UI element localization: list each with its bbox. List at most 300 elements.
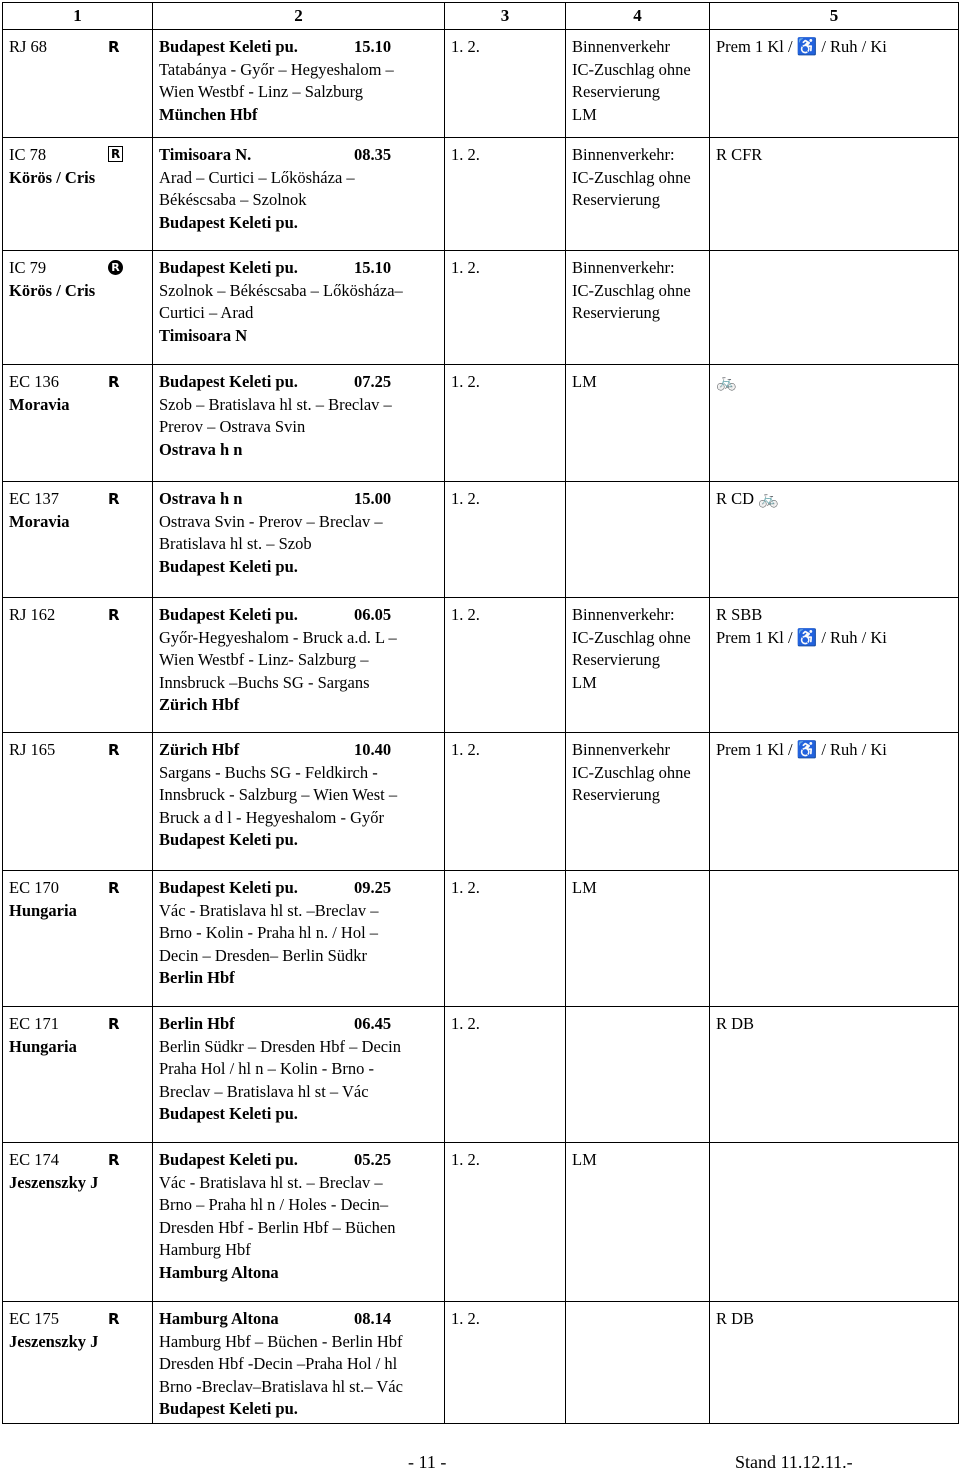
classes: 1. 2. bbox=[451, 740, 480, 759]
info bbox=[710, 1143, 958, 1149]
station-text: Breclav – Bratislava hl st – Vác bbox=[159, 1081, 369, 1101]
route-cell bbox=[153, 871, 445, 1007]
info-line: R SBB bbox=[716, 605, 763, 624]
route-cell bbox=[153, 251, 445, 365]
notes-cell bbox=[566, 482, 710, 598]
train-number: EC 174 bbox=[9, 1150, 59, 1169]
classes: 1. 2. bbox=[451, 258, 480, 277]
station-text: Budapest Keleti pu. bbox=[159, 878, 298, 897]
notes-cell bbox=[566, 1302, 710, 1424]
note-line: Binnenverkehr: bbox=[572, 258, 675, 277]
notes bbox=[566, 30, 709, 126]
train-info bbox=[3, 1302, 152, 1353]
table-row bbox=[3, 30, 959, 138]
notes bbox=[566, 1302, 709, 1308]
reservation-mark-icon: R bbox=[108, 146, 123, 162]
header-row bbox=[3, 3, 959, 30]
station-text: Bruck a d l - Hegyeshalom - Győr bbox=[159, 807, 384, 827]
notes bbox=[566, 482, 709, 488]
train-number: EC 175 bbox=[9, 1309, 59, 1328]
info bbox=[710, 1302, 958, 1331]
route-line bbox=[159, 1149, 438, 1172]
route-cell bbox=[153, 598, 445, 733]
station-text: Zürich Hbf bbox=[159, 695, 240, 714]
info-cell bbox=[710, 251, 959, 365]
col-header-1: 1 bbox=[3, 3, 153, 30]
note-line: LM bbox=[572, 878, 597, 897]
station-text: Ostrava Svin - Prerov – Breclav – bbox=[159, 511, 383, 531]
info bbox=[710, 1007, 958, 1036]
col-header-3: 3 bbox=[445, 3, 566, 30]
info-cell bbox=[710, 733, 959, 871]
route-line bbox=[159, 416, 438, 439]
route-line bbox=[159, 1013, 438, 1036]
station-text: Dresden Hbf - Berlin Hbf – Büchen bbox=[159, 1217, 396, 1237]
train-info bbox=[3, 138, 152, 189]
reservation-mark-icon: R bbox=[108, 879, 120, 897]
note-line: IC-Zuschlag ohne bbox=[572, 627, 691, 647]
train-number: EC 171 bbox=[9, 1014, 59, 1033]
col-header-5: 5 bbox=[710, 3, 959, 30]
note-line: Binnenverkehr: bbox=[572, 145, 675, 164]
info-cell bbox=[710, 871, 959, 1007]
route bbox=[153, 733, 444, 852]
reservation-mark-icon: R bbox=[108, 260, 123, 275]
train-info bbox=[3, 30, 152, 59]
route-line bbox=[159, 1081, 438, 1104]
notes bbox=[566, 1143, 709, 1172]
info bbox=[710, 138, 958, 167]
info-cell bbox=[710, 482, 959, 598]
station-text: Sargans - Buchs SG - Feldkirch - bbox=[159, 762, 378, 782]
station-text: Vác - Bratislava hl st. – Breclav – bbox=[159, 1172, 383, 1192]
notes-cell bbox=[566, 138, 710, 251]
departure-time: 06.45 bbox=[354, 1014, 392, 1033]
note-line: IC-Zuschlag ohne bbox=[572, 59, 691, 79]
info-line: Prem 1 Kl / ♿ / Ruh / Ki bbox=[716, 627, 887, 647]
note-line: LM bbox=[572, 672, 597, 692]
route-line bbox=[159, 1262, 438, 1285]
train-info bbox=[3, 482, 152, 533]
info-line: Prem 1 Kl / ♿ / Ruh / Ki bbox=[716, 37, 887, 56]
info-line-with-bike-icon: 🚲 bbox=[716, 372, 737, 391]
train-cell bbox=[3, 1007, 153, 1143]
train-cell bbox=[3, 138, 153, 251]
classes-cell bbox=[445, 1302, 566, 1424]
station-text: Budapest Keleti pu. bbox=[159, 556, 298, 576]
route-line bbox=[159, 627, 438, 650]
route bbox=[153, 251, 444, 347]
train-info bbox=[3, 598, 152, 627]
route-line bbox=[159, 394, 438, 417]
station-text: Praha Hol / hl n – Kolin - Brno - bbox=[159, 1059, 374, 1078]
route-line bbox=[159, 672, 438, 695]
notes-cell bbox=[566, 871, 710, 1007]
departure-time: 15.10 bbox=[354, 258, 392, 277]
train-name: Körös / Cris bbox=[9, 280, 96, 300]
station-text: Wien Westbf - Linz- Salzburg – bbox=[159, 650, 369, 669]
note-line: Reservierung bbox=[572, 650, 660, 669]
classes-cell bbox=[445, 138, 566, 251]
station-text: Hamburg Altona bbox=[159, 1309, 279, 1328]
station-text: Brno – Praha hl n / Holes - Decin– bbox=[159, 1195, 389, 1214]
route-line bbox=[159, 967, 438, 990]
train-cell bbox=[3, 733, 153, 871]
route bbox=[153, 1302, 444, 1421]
route-line bbox=[159, 302, 438, 325]
route-cell bbox=[153, 365, 445, 482]
train-cell bbox=[3, 30, 153, 138]
classes-cell bbox=[445, 251, 566, 365]
route-line bbox=[159, 1308, 438, 1331]
info-cell bbox=[710, 1302, 959, 1424]
route-line bbox=[159, 439, 438, 462]
route bbox=[153, 871, 444, 990]
table-row bbox=[3, 251, 959, 365]
classes: 1. 2. bbox=[451, 372, 480, 391]
classes-cell bbox=[445, 365, 566, 482]
notes bbox=[566, 138, 709, 212]
station-text: Budapest Keleti pu. bbox=[159, 37, 298, 56]
station-text: Szolnok – Békéscsaba – Lőkösháza– bbox=[159, 280, 403, 300]
route-cell bbox=[153, 30, 445, 138]
reservation-mark-icon: R bbox=[108, 1151, 120, 1169]
train-cell bbox=[3, 1143, 153, 1302]
route-cell bbox=[153, 138, 445, 251]
station-text: Bratislava hl st. – Szob bbox=[159, 534, 312, 553]
train-cell bbox=[3, 1302, 153, 1424]
route-line bbox=[159, 1353, 438, 1376]
train-cell bbox=[3, 482, 153, 598]
route-line bbox=[159, 1376, 438, 1399]
classes: 1. 2. bbox=[451, 878, 480, 897]
note-line: LM bbox=[572, 104, 597, 124]
classes-cell bbox=[445, 1143, 566, 1302]
train-number: IC 78 bbox=[9, 145, 47, 164]
station-text: Decin – Dresden– Berlin Südkr bbox=[159, 945, 368, 965]
classes: 1. 2. bbox=[451, 1150, 480, 1169]
table-row bbox=[3, 138, 959, 251]
train-name: Moravia bbox=[9, 394, 70, 414]
route-line bbox=[159, 556, 438, 579]
train-name: Hungaria bbox=[9, 1036, 77, 1056]
departure-time: 06.05 bbox=[354, 605, 392, 624]
route bbox=[153, 138, 444, 234]
station-text: Budapest Keleti pu. bbox=[159, 1399, 298, 1418]
info-cell bbox=[710, 1143, 959, 1302]
route-line bbox=[159, 533, 438, 556]
route-line bbox=[159, 325, 438, 348]
station-text: Budapest Keleti pu. bbox=[159, 605, 298, 624]
departure-time: 10.40 bbox=[354, 740, 392, 759]
notes-cell bbox=[566, 733, 710, 871]
info-cell bbox=[710, 30, 959, 138]
info-line-with-bike-icon: R CD 🚲 bbox=[716, 489, 779, 508]
station-text: Timisoara N bbox=[159, 325, 248, 345]
info-line: R CFR bbox=[716, 145, 763, 164]
classes: 1. 2. bbox=[451, 1309, 480, 1328]
table-row bbox=[3, 1302, 959, 1424]
station-text: Vác - Bratislava hl st. –Breclav – bbox=[159, 900, 379, 920]
reservation-mark-icon: R bbox=[108, 373, 120, 391]
notes-cell bbox=[566, 1007, 710, 1143]
station-text: Ostrava h n bbox=[159, 439, 243, 459]
info-line: Prem 1 Kl / ♿ / Ruh / Ki bbox=[716, 740, 887, 759]
route-line bbox=[159, 144, 438, 167]
table-row bbox=[3, 871, 959, 1007]
route-cell bbox=[153, 1007, 445, 1143]
classes: 1. 2. bbox=[451, 605, 480, 624]
station-text: Győr-Hegyeshalom - Bruck a.d. L – bbox=[159, 627, 397, 647]
classes: 1. 2. bbox=[451, 145, 480, 164]
station-text: Arad – Curtici – Lőkösháza – bbox=[159, 167, 355, 187]
train-info bbox=[3, 1007, 152, 1058]
info bbox=[710, 365, 958, 394]
info-cell bbox=[710, 598, 959, 733]
train-number: RJ 162 bbox=[9, 605, 56, 624]
notes bbox=[566, 871, 709, 900]
note-line: Reservierung bbox=[572, 785, 660, 804]
train-number: EC 170 bbox=[9, 878, 59, 897]
info bbox=[710, 251, 958, 257]
train-name: Körös / Cris bbox=[9, 167, 96, 187]
train-cell bbox=[3, 365, 153, 482]
route-cell bbox=[153, 482, 445, 598]
route-line bbox=[159, 81, 438, 104]
route-line bbox=[159, 877, 438, 900]
route-line bbox=[159, 807, 438, 830]
reservation-mark-icon: R bbox=[108, 1015, 120, 1033]
station-text: Budapest Keleti pu. bbox=[159, 1150, 298, 1169]
reservation-mark-icon: R bbox=[108, 741, 120, 759]
train-info bbox=[3, 1143, 152, 1194]
route bbox=[153, 1007, 444, 1126]
route bbox=[153, 598, 444, 717]
station-text: Hamburg Hbf – Büchen - Berlin Hbf bbox=[159, 1331, 403, 1351]
station-text: Brno - Kolin - Praha hl n. / Hol – bbox=[159, 923, 379, 942]
train-cell bbox=[3, 251, 153, 365]
station-text: Budapest Keleti pu. bbox=[159, 1104, 298, 1123]
station-text: Berlin Hbf bbox=[159, 968, 235, 987]
table-row bbox=[3, 1143, 959, 1302]
classes-cell bbox=[445, 1007, 566, 1143]
note-line: Binnenverkehr bbox=[572, 37, 671, 56]
table-row bbox=[3, 733, 959, 871]
route-cell bbox=[153, 1302, 445, 1424]
note-line: Binnenverkehr bbox=[572, 740, 671, 759]
train-info bbox=[3, 733, 152, 762]
station-text: Innsbruck –Buchs SG - Sargans bbox=[159, 672, 370, 692]
notes bbox=[566, 598, 709, 694]
note-line: Reservierung bbox=[572, 303, 660, 322]
route-line bbox=[159, 784, 438, 807]
stand-date: Stand 11.12.11.- bbox=[735, 1452, 853, 1472]
station-text: München Hbf bbox=[159, 104, 258, 124]
route-line bbox=[159, 1398, 438, 1421]
station-text: Budapest Keleti pu. bbox=[159, 372, 298, 391]
route-line bbox=[159, 1239, 438, 1262]
route-line bbox=[159, 488, 438, 511]
route bbox=[153, 1143, 444, 1284]
note-line: Reservierung bbox=[572, 190, 660, 209]
departure-time: 07.25 bbox=[354, 372, 392, 391]
train-number: EC 137 bbox=[9, 489, 59, 508]
station-text: Berlin Hbf bbox=[159, 1014, 235, 1033]
page-number: - 11 - bbox=[408, 1452, 447, 1472]
info bbox=[710, 30, 958, 59]
station-text: Hamburg Hbf bbox=[159, 1240, 251, 1259]
route-cell bbox=[153, 1143, 445, 1302]
reservation-mark-icon: R bbox=[108, 1310, 120, 1328]
table-row bbox=[3, 365, 959, 482]
station-text: Békéscsaba – Szolnok bbox=[159, 190, 307, 209]
route-line bbox=[159, 900, 438, 923]
note-line: IC-Zuschlag ohne bbox=[572, 762, 691, 782]
classes-cell bbox=[445, 871, 566, 1007]
train-name: Moravia bbox=[9, 511, 70, 531]
route-line bbox=[159, 694, 438, 717]
station-text: Budapest Keleti pu. bbox=[159, 830, 298, 849]
train-number: IC 79 bbox=[9, 258, 47, 277]
reservation-mark-icon: R bbox=[108, 606, 120, 624]
classes: 1. 2. bbox=[451, 37, 480, 56]
route-line bbox=[159, 167, 438, 190]
timetable bbox=[2, 2, 959, 1424]
table-row bbox=[3, 482, 959, 598]
train-number: RJ 68 bbox=[9, 37, 48, 56]
info-cell bbox=[710, 1007, 959, 1143]
classes-cell bbox=[445, 598, 566, 733]
train-info bbox=[3, 251, 152, 302]
station-text: Innsbruck - Salzburg – Wien West – bbox=[159, 785, 398, 804]
route-line bbox=[159, 1036, 438, 1059]
route bbox=[153, 365, 444, 461]
route-line bbox=[159, 604, 438, 627]
reservation-mark-icon: R bbox=[108, 38, 120, 56]
info-line: R DB bbox=[716, 1309, 755, 1328]
route-line bbox=[159, 59, 438, 82]
route-line bbox=[159, 280, 438, 303]
route-line bbox=[159, 257, 438, 280]
route-line bbox=[159, 922, 438, 945]
train-name: Jeszenszky J bbox=[9, 1172, 99, 1192]
notes bbox=[566, 733, 709, 807]
classes: 1. 2. bbox=[451, 489, 480, 508]
departure-time: 08.14 bbox=[354, 1309, 392, 1328]
route-line bbox=[159, 36, 438, 59]
route-line bbox=[159, 1217, 438, 1240]
info bbox=[710, 482, 958, 511]
train-info bbox=[3, 871, 152, 922]
info-line: R DB bbox=[716, 1014, 755, 1033]
station-text: Berlin Südkr – Dresden Hbf – Decin bbox=[159, 1036, 401, 1056]
station-text: Brno -Breclav–Bratislava hl st.– Vác bbox=[159, 1376, 403, 1396]
route-line bbox=[159, 1172, 438, 1195]
route-line bbox=[159, 1058, 438, 1081]
station-text: Szob – Bratislava hl st. – Breclav – bbox=[159, 394, 392, 414]
route-line bbox=[159, 829, 438, 852]
station-text: Dresden Hbf -Decin –Praha Hol / hl bbox=[159, 1354, 398, 1373]
classes-cell bbox=[445, 30, 566, 138]
train-cell bbox=[3, 871, 153, 1007]
route-line bbox=[159, 1103, 438, 1126]
notes-cell bbox=[566, 1143, 710, 1302]
notes-cell bbox=[566, 251, 710, 365]
notes-cell bbox=[566, 365, 710, 482]
info bbox=[710, 598, 958, 649]
train-number: EC 136 bbox=[9, 372, 59, 391]
table-row bbox=[3, 598, 959, 733]
note-line: IC-Zuschlag ohne bbox=[572, 167, 691, 187]
station-text: Hamburg Altona bbox=[159, 1262, 279, 1282]
info bbox=[710, 871, 958, 877]
departure-time: 09.25 bbox=[354, 878, 392, 897]
departure-time: 15.00 bbox=[354, 489, 392, 508]
info-cell bbox=[710, 365, 959, 482]
note-line: IC-Zuschlag ohne bbox=[572, 280, 691, 300]
station-text: Budapest Keleti pu. bbox=[159, 258, 298, 277]
station-text: Zürich Hbf bbox=[159, 740, 240, 759]
classes-cell bbox=[445, 733, 566, 871]
route-line bbox=[159, 739, 438, 762]
note-line: LM bbox=[572, 1150, 597, 1169]
departure-time: 08.35 bbox=[354, 145, 392, 164]
station-text: Tatabánya - Győr – Hegyeshalom – bbox=[159, 59, 394, 79]
train-name: Jeszenszky J bbox=[9, 1331, 99, 1351]
reservation-mark-icon: R bbox=[108, 490, 120, 508]
notes-cell bbox=[566, 30, 710, 138]
route-line bbox=[159, 945, 438, 968]
route-line bbox=[159, 212, 438, 235]
route-line bbox=[159, 1331, 438, 1354]
station-text: Budapest Keleti pu. bbox=[159, 212, 298, 232]
route bbox=[153, 30, 444, 126]
notes bbox=[566, 251, 709, 325]
train-info bbox=[3, 365, 152, 416]
note-line: Reservierung bbox=[572, 82, 660, 101]
station-text: Curtici – Arad bbox=[159, 303, 254, 322]
route-line bbox=[159, 104, 438, 127]
note-line: LM bbox=[572, 372, 597, 391]
station-text: Prerov – Ostrava Svin bbox=[159, 417, 306, 436]
train-cell bbox=[3, 598, 153, 733]
route-line bbox=[159, 511, 438, 534]
route-line bbox=[159, 649, 438, 672]
train-number: RJ 165 bbox=[9, 740, 56, 759]
station-text: Wien Westbf - Linz – Salzburg bbox=[159, 82, 364, 101]
table-row bbox=[3, 1007, 959, 1143]
station-text: Ostrava h n bbox=[159, 489, 243, 508]
classes-cell bbox=[445, 482, 566, 598]
train-name: Hungaria bbox=[9, 900, 77, 920]
route-line bbox=[159, 189, 438, 212]
notes bbox=[566, 365, 709, 394]
route bbox=[153, 482, 444, 578]
route-cell bbox=[153, 733, 445, 871]
notes-cell bbox=[566, 598, 710, 733]
info bbox=[710, 733, 958, 762]
route-line bbox=[159, 1194, 438, 1217]
note-line: Binnenverkehr: bbox=[572, 605, 675, 624]
route-line bbox=[159, 371, 438, 394]
notes bbox=[566, 1007, 709, 1013]
departure-time: 15.10 bbox=[354, 37, 392, 56]
route-line bbox=[159, 762, 438, 785]
station-text: Timisoara N. bbox=[159, 145, 252, 164]
info-cell bbox=[710, 138, 959, 251]
departure-time: 05.25 bbox=[354, 1150, 392, 1169]
col-header-4: 4 bbox=[566, 3, 710, 30]
